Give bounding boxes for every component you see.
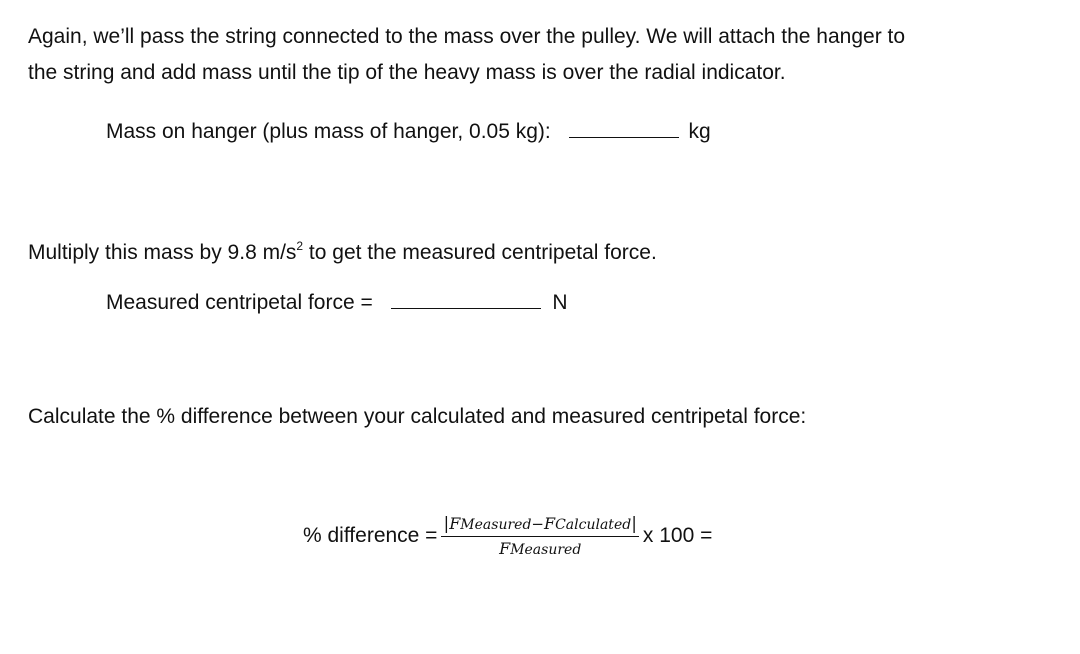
multiply-exponent: 2 bbox=[296, 239, 304, 253]
force-row bbox=[106, 285, 1006, 321]
intro-line-1: Again, we’ll pass the string connected to the mass over the pulley. We will attach the hanger to bbox=[28, 25, 906, 48]
numerator-minus: − bbox=[531, 515, 544, 533]
mass-unit: kg bbox=[688, 120, 711, 143]
mass-row bbox=[106, 114, 1006, 150]
mass-answer-blank[interactable] bbox=[569, 117, 679, 138]
intro-paragraph bbox=[28, 19, 1038, 91]
multiply-text-before: Multiply this mass by 9.8 m/s bbox=[28, 241, 297, 264]
force-answer-blank[interactable] bbox=[391, 288, 541, 309]
abs-bar-right: | bbox=[631, 514, 637, 534]
formula-denominator bbox=[499, 537, 581, 558]
abs-bar-left: | bbox=[443, 514, 450, 534]
denominator-sub: Measured bbox=[510, 542, 582, 558]
numerator-sub2: Calculated bbox=[555, 517, 632, 533]
formula-tail: x 100 = bbox=[642, 524, 713, 547]
denominator-f: F bbox=[499, 539, 511, 558]
mass-label: Mass on hanger (plus mass of hanger, 0.05 kg): bbox=[106, 120, 551, 143]
force-label: Measured centripetal force = bbox=[106, 291, 373, 314]
multiply-text-after: to get the measured centripetal force. bbox=[303, 241, 657, 264]
numerator-sub1: Measured bbox=[460, 517, 532, 533]
percent-difference-formula bbox=[303, 514, 712, 558]
percent-instruction: Calculate the % difference between your calculated and measured centripetal force: bbox=[28, 405, 807, 428]
intro-line-2: the string and add mass until the tip of the heavy mass is over the radial indicator. bbox=[28, 61, 786, 84]
formula-numerator bbox=[441, 514, 638, 537]
formula-fraction bbox=[441, 514, 638, 558]
formula-label: % difference = bbox=[303, 524, 438, 547]
numerator-f1: F bbox=[449, 514, 461, 533]
multiply-paragraph bbox=[28, 228, 1038, 271]
numerator-f2: F bbox=[543, 514, 556, 533]
force-unit: N bbox=[552, 291, 568, 314]
